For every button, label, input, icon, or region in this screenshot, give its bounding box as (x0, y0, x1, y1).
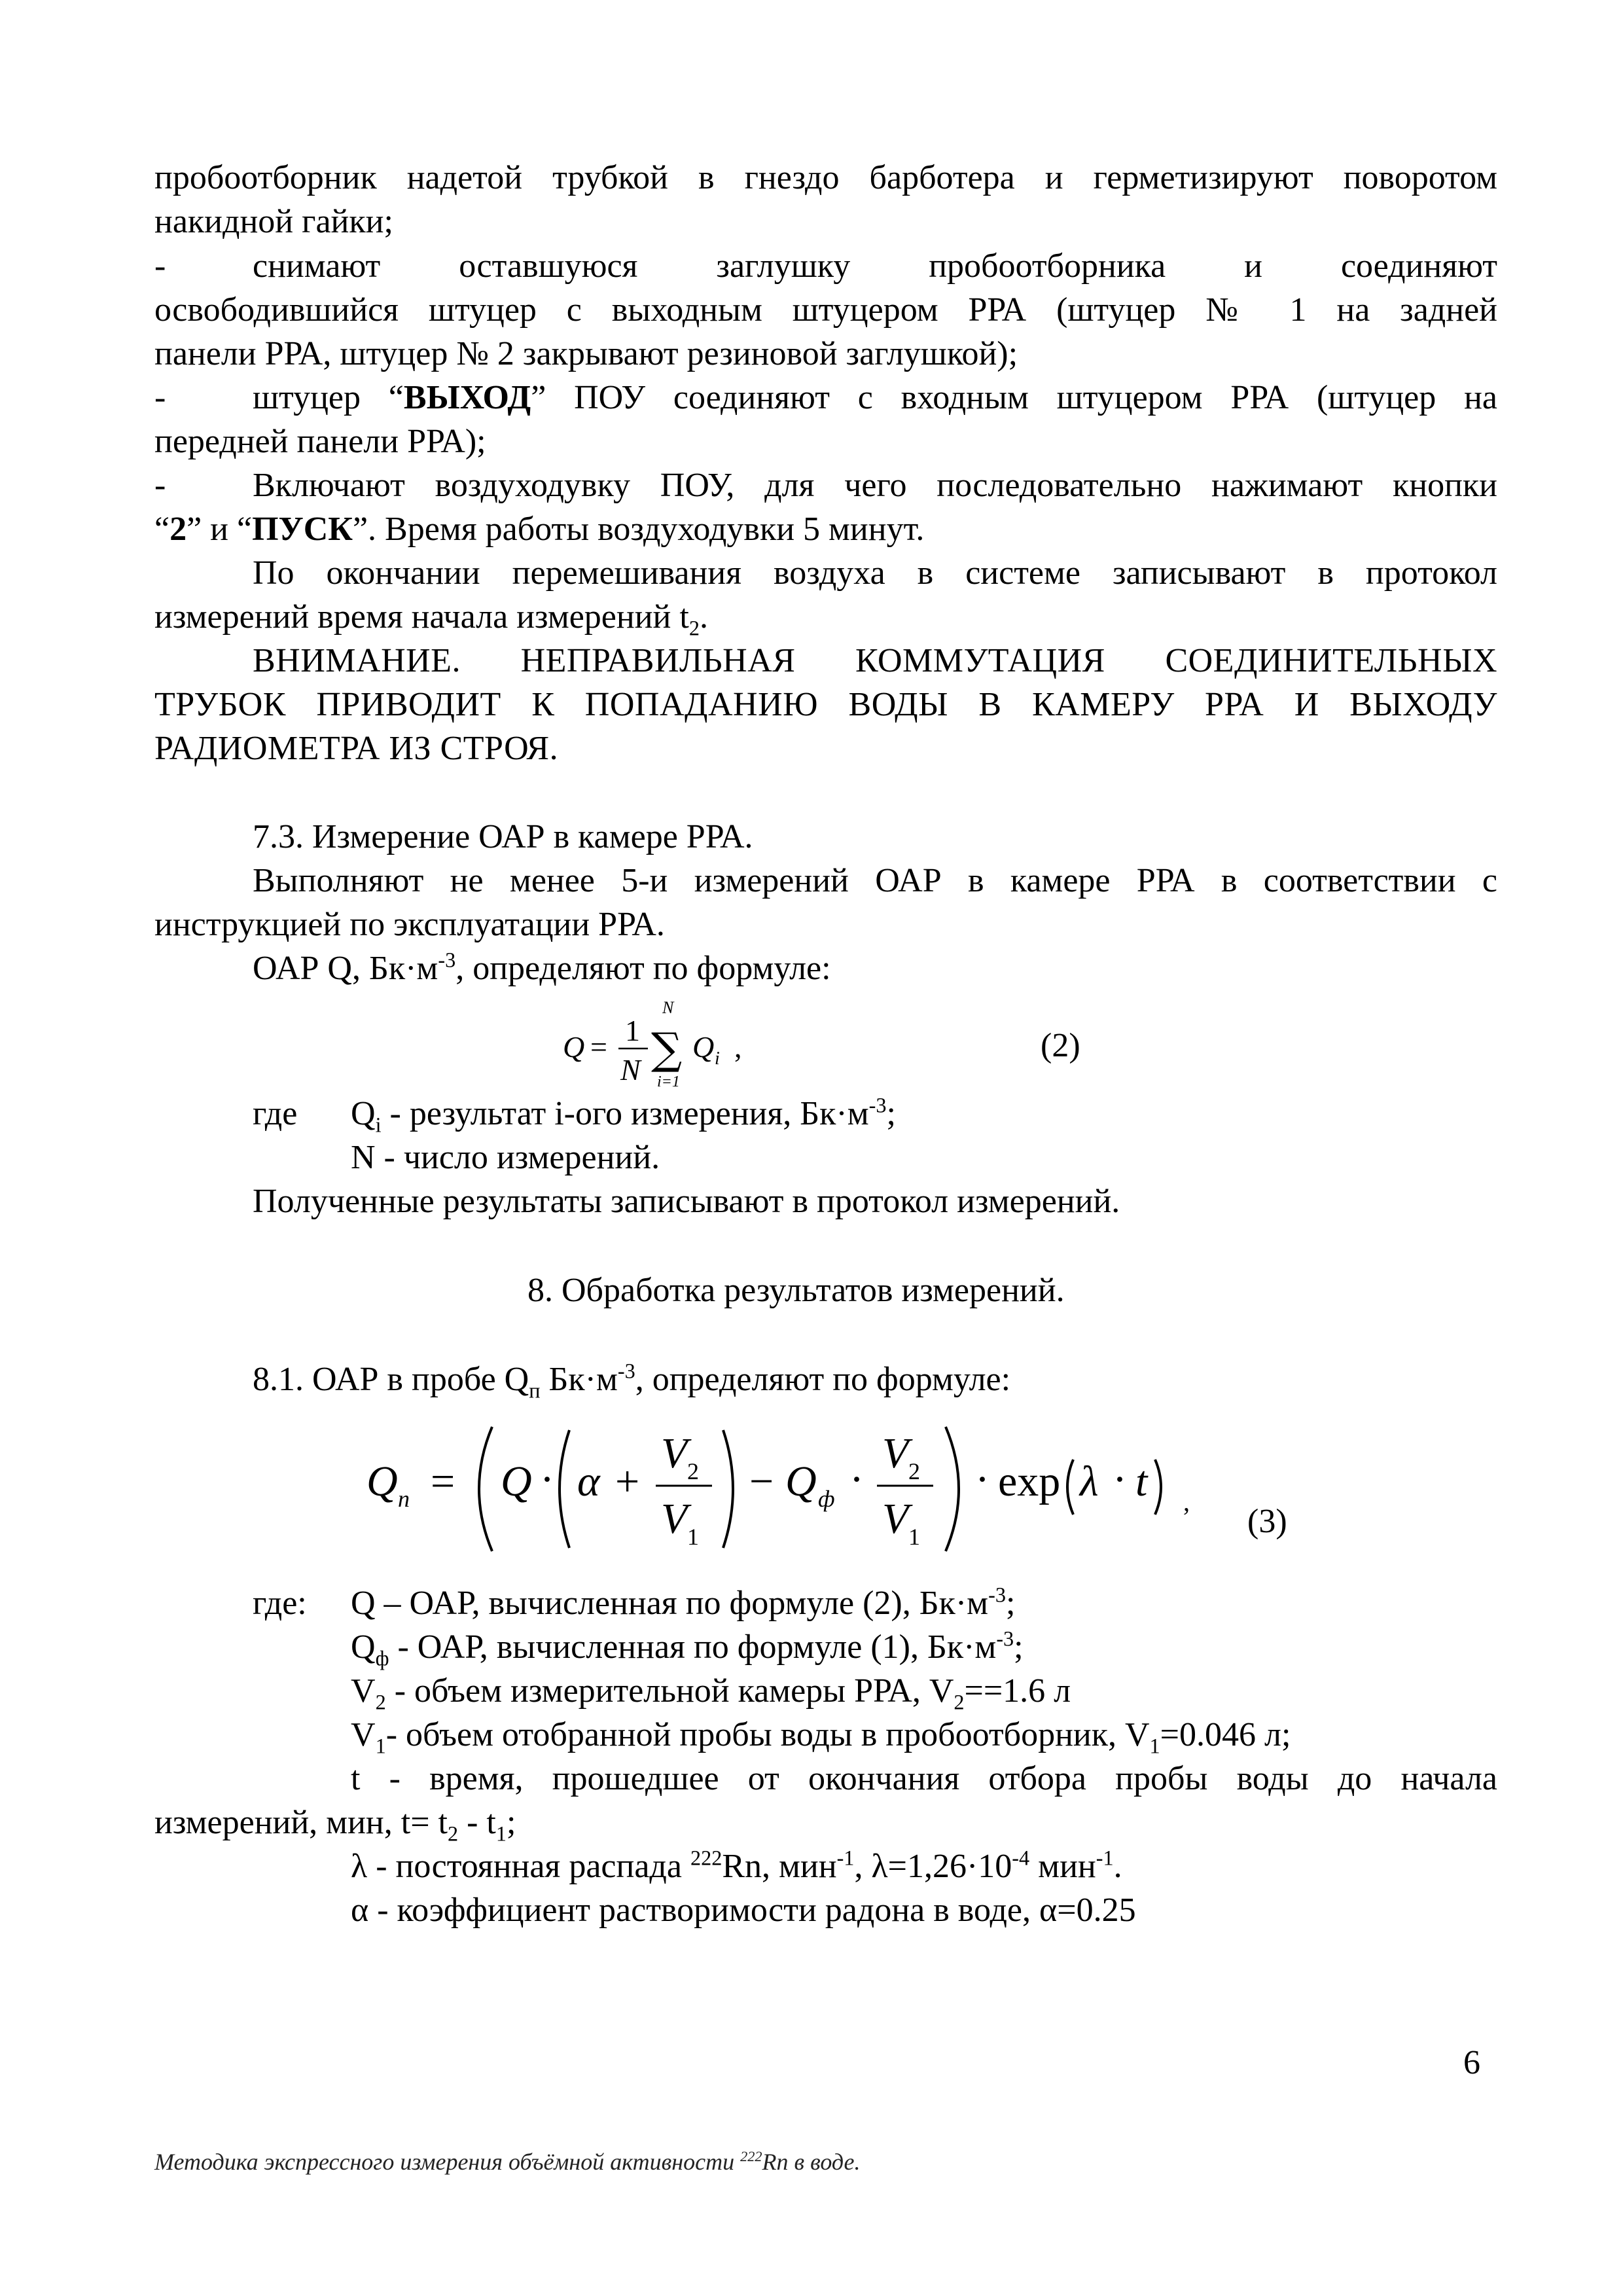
paragraph-line: панели РРА, штуцер № 2 закрывают резиновой заглушкой); (154, 335, 1018, 372)
formula-3-equals: = (431, 1458, 455, 1505)
formula-2-sum-upper: N (662, 998, 674, 1017)
where-item: Q – ОАР, вычисленная по формуле (2), $Бк\cdot м^{-3}$; (351, 1583, 1016, 1622)
bullet-item (154, 376, 1497, 420)
paragraph-line: передней панели РРА); (154, 423, 486, 460)
formula-2-equals: = (590, 1030, 607, 1064)
formula-2-term: Q (692, 1030, 715, 1064)
where-item: $V_2$ - объем измерительной камеры РРА, $V_2==1.6$ л (351, 1672, 1071, 1714)
formula-3-inner-left-paren (560, 1430, 569, 1548)
formula-3-v2-sub: 2 (687, 1458, 699, 1484)
paragraph-line: пробоотборник надетой трубкой в гнездо барботера и герметизируют поворотом (154, 159, 1497, 196)
formula-2-comma: , (734, 1030, 742, 1064)
paragraph-line: измерений время начала измерений $t_2$. (154, 598, 708, 640)
where-label: где: (253, 1585, 307, 1622)
equation-number: (3) (1247, 1503, 1287, 1540)
formula-3-exp: exp (998, 1458, 1061, 1505)
formula-2-lhs: Q (563, 1030, 585, 1064)
bullet-text: снимают оставшуюся заглушку пробоотборника и соединяют (253, 247, 1497, 285)
formula-3-plus: + (615, 1458, 640, 1505)
warning-line: РАДИОМЕТРА ИЗ СТРОЯ. (154, 730, 559, 767)
warning-line: ТРУБОК ПРИВОДИТ К ПОПАДАНИЮ ВОДЫ В КАМЕРУ РРА И ВЫХОДУ (154, 686, 1497, 723)
formula-2-sum-lower: i=1 (657, 1073, 680, 1090)
formula-3-lhs-sub: n (398, 1486, 410, 1512)
formula-3-dot: · (849, 1456, 864, 1503)
formula-3-inner-right-paren (723, 1430, 733, 1548)
formula-2-term-sub: i (715, 1049, 720, 1069)
where-item: $Q_i$ - результат i-ого измерения, $Бк\cdot м^{-3}$; (351, 1093, 896, 1137)
paragraph-line: Выполняют не менее 5-и измерений ОАР в камере РРА в соответствии с (253, 862, 1497, 899)
bullet-dash: - (154, 247, 166, 285)
formula-3-lhs: Q (366, 1458, 398, 1505)
paragraph-line: Полученные результаты записывают в протокол измерений. (253, 1183, 1120, 1220)
formula-3-outer-right-paren (946, 1427, 959, 1551)
paragraph-line: освободившийся штуцер с выходным штуцером РРА (штуцер № 1 на задней (154, 291, 1497, 329)
formula-3-v2-sub: 2 (908, 1458, 920, 1484)
footer: Методика экспрессного измерения объёмной активности $^{222}$Rn в воде. (154, 2148, 861, 2175)
formula-3-v1-sub: 1 (908, 1524, 920, 1550)
bullet-dash: - (154, 467, 166, 504)
formula-3-qf-sub: ф (818, 1486, 835, 1512)
paragraph-line: измерений, мин, $t= t_2 - t_1$; (154, 1804, 516, 1846)
equation-number: (2) (1041, 1027, 1080, 1064)
where-item: α - коэффициент растворимости радона в воде, α=0.25 (351, 1892, 1136, 1929)
paragraph-line: “2” и “ПУСК”. Время работы воздуходувки 5 минут. (154, 511, 925, 548)
warning-line: ВНИМАНИЕ. НЕПРАВИЛЬНАЯ КОММУТАЦИЯ СОЕДИНИТЕЛЬНЫХ (253, 642, 1497, 679)
formula-2 (550, 995, 838, 1093)
formula-3-v2: V (882, 1429, 909, 1477)
formula-3-v1: V (661, 1495, 688, 1543)
where-label: где (253, 1095, 298, 1132)
formula-3-minus: − (749, 1458, 774, 1505)
paragraph-line: ОАР Q, $Бк\cdot м^{-3}$, определяют по формуле: (253, 948, 831, 987)
paragraph-line: 8.1. ОАР в пробе $Q_п$ $Бк\cdot м^{-3}$, определяют по формуле: (253, 1359, 1011, 1403)
where-item: N - число измерений. (351, 1139, 660, 1176)
paragraph-line: По окончании перемешивания воздуха в системе записывают в протокол (253, 554, 1497, 592)
formula-3-v1-sub: 1 (687, 1524, 699, 1550)
paragraph-line: накидной гайки; (154, 203, 393, 240)
where-item: t - время, прошедшее от окончания отбора пробы воды до начала (351, 1760, 1497, 1797)
formula-3-outer-left-paren (479, 1427, 492, 1551)
formula-3-dot: · (540, 1456, 554, 1503)
where-item: $V_1-$ объем отобранной пробы воды в пробоотборник, $V_1=0.046$ л; (351, 1716, 1291, 1758)
formula-3-t: t (1135, 1458, 1148, 1505)
paragraph-line: инструкцией по эксплуатации РРА. (154, 906, 665, 943)
formula-3-qf: Q (785, 1458, 817, 1505)
where-item: λ - постоянная распада $^{222}$Rn, мин$^{-1}$, $\lambda=1,26\cdot 10^{-4}$ мин$^{-1}$. (351, 1846, 1122, 1885)
section-heading: 7.3. Измерение ОАР в камере РРА. (253, 818, 753, 855)
bullet-dash: - (154, 379, 166, 416)
formula-2-sigma: ∑ (651, 1024, 683, 1074)
formula-3-dot: · (1113, 1456, 1127, 1503)
formula-2-denominator: N (620, 1053, 641, 1086)
page-number: 6 (1463, 2044, 1480, 2081)
formula-3-comma: , (1183, 1487, 1190, 1516)
bullet-text: Включают воздуходувку ПОУ, для чего последовательно нажимают кнопки (253, 467, 1497, 504)
formula-3-exp-right-paren (1155, 1460, 1161, 1515)
formula-3-alpha: α (577, 1458, 600, 1505)
section-heading: 8. Обработка результатов измерений. (527, 1272, 1065, 1309)
bullet-item (154, 244, 1497, 288)
formula-3-v1: V (882, 1495, 909, 1543)
formula-3-lambda: λ (1080, 1458, 1099, 1505)
formula-3-exp-left-paren (1067, 1460, 1073, 1515)
formula-3-dot: · (975, 1456, 990, 1503)
bullet-item (154, 463, 1497, 507)
bullet-text: штуцер “ВЫХОД” ПОУ соединяют с входным штуцером РРА (штуцер на (253, 379, 1497, 416)
where-item: $Q_ф$ - ОАР, вычисленная по формуле (1), $Бк\cdot м^{-3}$; (351, 1626, 1024, 1670)
formula-3-q: Q (501, 1458, 532, 1505)
formula-3-v2: V (661, 1429, 688, 1477)
formula-2-numerator: 1 (625, 1014, 640, 1047)
formula-3 (353, 1414, 1217, 1564)
